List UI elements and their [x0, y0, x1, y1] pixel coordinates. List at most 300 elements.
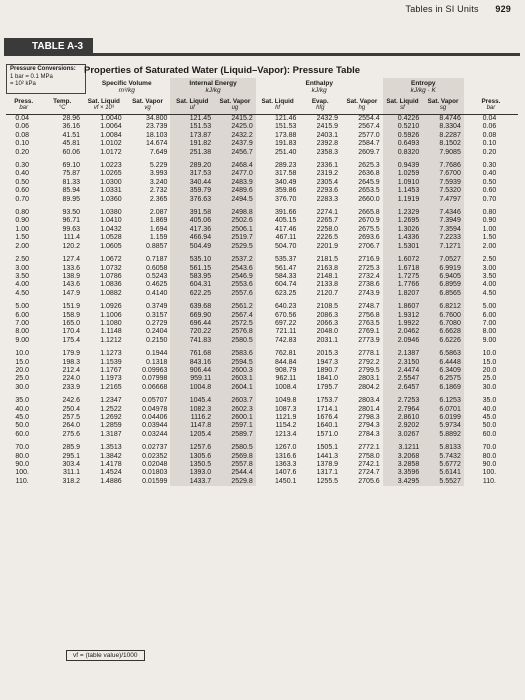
table-cell: 2803.1	[358, 375, 380, 383]
table-cell: 2415.2	[214, 115, 256, 124]
table-row	[6, 140, 518, 148]
table-cell: 127.4	[62, 256, 80, 264]
table-cell: 1.1539	[100, 358, 122, 366]
table-row	[6, 273, 518, 281]
table-cell: 5.5527	[422, 478, 464, 486]
table-cell: 1.4336	[383, 234, 423, 242]
table-cell: 2603.7	[214, 397, 256, 405]
table-cell: 81.33	[62, 178, 80, 186]
table-cell: 0.9439	[383, 162, 423, 170]
table-cell: 0.02048	[142, 461, 168, 469]
table-cell: 7.00	[15, 319, 29, 327]
table-cell: 0.5243	[145, 272, 168, 280]
table-cell: 2529.8	[214, 478, 256, 486]
table-cell: 0.2729	[145, 319, 168, 327]
table-cell: 8.1502	[422, 140, 464, 148]
table-row	[6, 187, 518, 195]
table-cell: 1.0528	[100, 234, 122, 242]
table-cell: 6.3409	[422, 367, 464, 375]
table-cell: 96.71	[62, 217, 80, 225]
col-hfg: Evap.	[311, 98, 329, 105]
table-cell: 7.00	[482, 319, 497, 327]
table-cell: 1.0084	[100, 131, 122, 139]
table-cell: 1714.1	[316, 405, 339, 413]
table-cell: 2120.7	[316, 289, 339, 297]
table-cell: 4.50	[15, 289, 29, 297]
table-cell: 1450.1	[275, 477, 297, 485]
col-ug: Sat. Vapor	[214, 98, 256, 105]
table-cell: 2403.1	[316, 131, 339, 139]
table-cell: 2.00	[15, 242, 29, 250]
table-cell: 340.44	[170, 179, 214, 187]
table-cell: 376.63	[170, 196, 214, 204]
table-cell: 20.0	[482, 366, 497, 374]
table-cell: 697.22	[275, 319, 297, 327]
table-cell: 1841.0	[316, 375, 339, 383]
table-row	[6, 217, 518, 225]
table-cell: 100.	[15, 469, 29, 477]
table-cell: 1.0331	[100, 187, 122, 195]
table-cell: 9.00	[15, 336, 29, 344]
table-cell: 7.649	[149, 148, 168, 156]
table-cell: 110.	[15, 477, 29, 485]
table-cell: 318.2	[62, 477, 80, 485]
table-cell: 6.9405	[422, 273, 464, 281]
table-cell: 6.9919	[422, 265, 464, 273]
table-cell: 405.15	[275, 217, 297, 225]
table-cell: 2.1387	[383, 350, 423, 358]
table-cell: 3.50	[15, 272, 29, 280]
table-cell: 2.4474	[383, 367, 423, 375]
table-cell: 376.70	[275, 195, 297, 203]
table-cell: 3.00	[15, 264, 29, 272]
table-cell: 1.1767	[100, 366, 122, 374]
table-cell: 2572.5	[214, 320, 256, 328]
table-cell: 289.23	[275, 162, 297, 170]
table-cell: 2794.3	[358, 422, 380, 430]
table-cell: 30.0	[15, 383, 29, 391]
table-cell: 89.95	[62, 195, 80, 203]
table-cell: 1.4886	[100, 477, 122, 485]
table-cell: 251.40	[275, 148, 297, 156]
table-cell: 6.8959	[422, 281, 464, 289]
table-cell: 906.44	[170, 367, 214, 375]
table-body	[6, 115, 518, 487]
table-cell: 0.02352	[142, 452, 168, 460]
table-cell: 7.3594	[422, 226, 464, 234]
table-cell: 1045.4	[170, 397, 214, 405]
table-cell: 2.8610	[383, 414, 423, 422]
table-cell: 191.83	[275, 140, 297, 148]
table-cell: 0.7187	[145, 256, 168, 264]
table-cell: 359.86	[275, 187, 297, 195]
table-cell: 2589.7	[214, 431, 256, 439]
table-cell: 1.0040	[100, 115, 122, 122]
footnote: vf = (table value)/1000	[66, 650, 145, 661]
table-cell: 1.159	[149, 234, 168, 242]
table-cell: 2594.5	[214, 359, 256, 367]
table-cell: 5.6141	[422, 469, 464, 477]
table-cell: 0.60	[15, 187, 29, 195]
table-cell: 7.1271	[422, 243, 464, 251]
col-sg-symbol: sg	[422, 105, 464, 115]
table-cell: 2580.5	[214, 444, 256, 452]
table-cell: 0.4226	[383, 115, 423, 124]
table-cell: 2597.1	[214, 422, 256, 430]
table-cell: 6.1253	[422, 397, 464, 405]
table-cell: 289.20	[170, 162, 214, 170]
table-cell: 6.6628	[422, 328, 464, 336]
table-cell: 6.0701	[422, 406, 464, 414]
table-cell: 6.8212	[422, 303, 464, 311]
table-cell: 1.0300	[100, 178, 122, 186]
table-cell: 2557.6	[214, 290, 256, 298]
table-cell: 25.0	[15, 375, 29, 383]
table-cell: 0.06	[482, 123, 497, 131]
table-cell: 1350.5	[170, 461, 214, 469]
table-cell: 1.0882	[100, 289, 122, 297]
table-cell: 2437.9	[214, 140, 256, 148]
table-cell: 0.1318	[145, 358, 168, 366]
table-cell: 2705.6	[358, 477, 380, 485]
table-cell: 275.6	[62, 430, 80, 438]
entropy-header: Entropy kJ/kg · K	[383, 78, 464, 98]
table-cell: 0.80	[15, 209, 29, 217]
table-row	[6, 234, 518, 242]
table-cell: 0.50	[482, 178, 497, 186]
table-cell: 4.00	[15, 281, 29, 289]
table-cell: 2.9202	[383, 422, 423, 430]
table-cell: 6.7600	[422, 312, 464, 320]
table-cell: 0.20	[15, 148, 29, 156]
table-cell: 0.40	[482, 170, 497, 178]
table-cell: 2553.6	[214, 281, 256, 289]
conversions-title: Pressure Conversions:	[10, 66, 76, 72]
table-row	[6, 281, 518, 289]
table-cell: 1441.3	[316, 452, 339, 460]
table-cell: 2265.7	[316, 217, 339, 225]
table-cell: 2537.2	[214, 256, 256, 264]
table-cell: 6.2575	[422, 375, 464, 383]
table-cell: 1.0432	[100, 225, 122, 233]
table-cell: 1363.3	[275, 461, 297, 469]
table-cell: 264.0	[62, 422, 80, 430]
table-row	[6, 226, 518, 234]
table-cell: 70.0	[15, 444, 29, 452]
table-row	[6, 414, 518, 422]
table-cell: 0.70	[482, 195, 497, 203]
table-cell: 179.9	[62, 350, 80, 358]
table-cell: 0.08	[15, 131, 29, 139]
table-cell: 2675.5	[358, 225, 380, 233]
table-cell: 0.1944	[145, 350, 168, 358]
col-press: Press.	[14, 98, 34, 105]
col-uf: Sat. Liquid	[170, 98, 214, 105]
table-cell: 8.00	[15, 328, 29, 336]
table-cell: 2769.1	[358, 328, 380, 336]
conversion-line-2: = 10² kPa	[10, 81, 36, 87]
table-cell: 133.6	[62, 264, 80, 272]
table-cell: 7.9085	[422, 149, 464, 157]
table-row	[6, 162, 518, 170]
table-cell: 2554.4	[358, 115, 380, 122]
table-cell: 742.83	[275, 336, 297, 344]
table-cell: 2274.1	[316, 209, 339, 217]
table-cell: 1.1006	[100, 311, 122, 319]
table-cell: 85.94	[62, 187, 80, 195]
table-cell: 1.1080	[100, 319, 122, 327]
table-row	[6, 367, 518, 375]
table-cell: 2494.5	[214, 196, 256, 204]
table-cell: 2798.3	[358, 414, 380, 421]
table-cell: 0.2150	[145, 336, 168, 344]
table-row	[6, 469, 518, 477]
table-cell: 90.0	[15, 461, 29, 469]
table-cell: 1407.6	[275, 469, 297, 477]
table-cell: 2546.9	[214, 273, 256, 281]
conversion-line-1: 1 bar = 0.1 MPa	[10, 73, 53, 80]
table-row	[6, 123, 518, 131]
table-cell: 0.90	[15, 217, 29, 225]
table-cell: 2489.6	[214, 187, 256, 195]
table-cell: 535.10	[170, 256, 214, 264]
table-cell: 0.3749	[145, 303, 168, 311]
table-cell: 50.0	[15, 422, 29, 430]
table-cell: 2226.5	[316, 234, 339, 242]
table-cell: 2600.3	[214, 367, 256, 375]
table-cell: 5.8133	[422, 444, 464, 452]
table-cell: 317.53	[170, 170, 214, 178]
table-cell: 1.4178	[100, 461, 122, 469]
table-cell: 5.9734	[422, 422, 464, 430]
table-cell: 1.1919	[383, 196, 423, 204]
table-cell: 622.25	[170, 290, 214, 298]
col-hfg-symbol: hfg	[299, 105, 341, 115]
table-cell: 2544.4	[214, 469, 256, 477]
table-cell: 0.30	[482, 162, 497, 170]
table-cell: 35.0	[482, 397, 497, 405]
table-cell: 2.5547	[383, 375, 423, 383]
table-cell: 285.9	[62, 444, 80, 452]
table-cell: 359.79	[170, 187, 214, 195]
table-cell: 233.9	[62, 383, 80, 391]
table-cell: 0.4140	[145, 289, 168, 297]
table-cell: 2604.1	[214, 384, 256, 392]
table-cell: 0.05707	[142, 397, 168, 405]
table-cell: 1505.1	[316, 444, 339, 452]
table-cell: 18.103	[145, 131, 168, 139]
running-title: Tables in SI Units	[405, 4, 479, 14]
table-cell: 1393.0	[170, 469, 214, 477]
table-cell: 10.0	[482, 350, 497, 358]
table-row	[6, 290, 518, 298]
table-cell: 1.7766	[383, 281, 423, 289]
table-cell: 1087.3	[275, 405, 297, 413]
table-cell: 962.11	[275, 375, 297, 383]
table-cell: 0.04	[15, 115, 29, 122]
table-cell: 2.7253	[383, 397, 423, 405]
table-cell: 0.03944	[142, 422, 168, 430]
table-cell: 1.6072	[383, 256, 423, 264]
table-label-rule	[4, 53, 520, 56]
table-cell: 1255.5	[316, 477, 339, 485]
table-cell: 7.2233	[422, 234, 464, 242]
table-cell: 0.06	[15, 123, 29, 131]
table-cell: 23.739	[145, 123, 168, 131]
table-cell: 2.6457	[383, 384, 423, 392]
col-uf-symbol: uf	[170, 105, 214, 115]
table-cell: 0.3157	[145, 311, 168, 319]
table-cell: 15.0	[15, 358, 29, 366]
table-cell: 0.03244	[142, 430, 168, 438]
table-cell: 1257.6	[170, 444, 214, 452]
table-cell: 70.0	[482, 444, 497, 452]
table-cell: 1.8607	[383, 303, 423, 311]
table-cell: 2580.5	[214, 337, 256, 345]
specific-volume-header: Specific Volume m³/kg	[101, 80, 152, 94]
table-cell: 2716.9	[358, 256, 380, 264]
table-cell: 2.00	[482, 242, 497, 250]
table-cell: 2456.7	[214, 149, 256, 157]
table-cell: 6.00	[482, 311, 497, 319]
table-cell: 6.8565	[422, 290, 464, 298]
table-cell: 45.81	[62, 140, 80, 148]
table-cell: 2.732	[149, 187, 168, 195]
table-cell: 0.02737	[142, 444, 168, 452]
table-cell: 1378.9	[316, 461, 339, 469]
table-cell: 0.5926	[383, 132, 423, 140]
table-cell: 466.94	[170, 234, 214, 242]
table-cell: 2181.5	[316, 256, 339, 264]
col-temp-unit: °C	[41, 105, 83, 115]
table-cell: 623.25	[275, 289, 297, 297]
table-cell: 720.22	[170, 328, 214, 336]
table-cell: 1004.8	[170, 384, 214, 392]
table-row	[6, 312, 518, 320]
table-cell: 1205.4	[170, 431, 214, 439]
table-row	[6, 320, 518, 328]
table-cell: 2358.3	[316, 148, 339, 156]
table-cell: 4.50	[482, 289, 497, 297]
table-cell: 467.11	[275, 234, 297, 242]
table-title: Properties of Saturated Water (Liquid–Vapor): Pressure Table	[84, 65, 361, 76]
table-cell: 1.00	[482, 225, 497, 233]
table-cell: 198.3	[62, 358, 80, 366]
table-cell: 3.240	[149, 178, 168, 186]
table-cell: 170.4	[62, 328, 80, 336]
table-cell: 0.10	[15, 140, 29, 148]
table-cell: 1676.4	[316, 414, 339, 421]
table-cell: 212.4	[62, 366, 80, 374]
table-cell: 151.9	[62, 303, 80, 311]
table-cell: 6.0199	[422, 414, 464, 422]
table-cell: 165.0	[62, 319, 80, 327]
table-cell: 391.58	[170, 209, 214, 217]
table-cell: 2778.1	[358, 350, 380, 358]
table-cell: 3.00	[482, 264, 497, 272]
table-cell: 0.6058	[145, 264, 168, 272]
table-cell: 257.5	[62, 414, 80, 421]
table-cell: 2742.1	[358, 461, 380, 469]
table-cell: 311.1	[63, 469, 80, 477]
table-cell: 1.8207	[383, 290, 423, 298]
table-cell: 93.50	[62, 209, 80, 217]
table-cell: 2425.0	[214, 123, 256, 131]
table-cell: 2773.9	[358, 336, 380, 344]
table-cell: 1317.1	[316, 469, 339, 477]
table-cell: 2665.8	[358, 209, 380, 217]
table-cell: 1.0172	[100, 148, 122, 156]
table-cell: 1.6718	[383, 265, 423, 273]
table-cell: 1213.4	[275, 430, 297, 438]
table-row	[6, 375, 518, 383]
table-cell: 0.80	[482, 209, 497, 217]
col-press-right: Press.	[481, 98, 501, 105]
table-cell: 2576.8	[214, 328, 256, 336]
table-cell: 2577.0	[358, 131, 380, 139]
table-row	[6, 170, 518, 178]
table-cell: 1154.2	[275, 422, 297, 430]
table-cell: 2732.4	[358, 272, 380, 280]
table-row	[6, 461, 518, 469]
table-row	[6, 196, 518, 204]
table-cell: 0.01599	[142, 477, 168, 485]
table-row	[6, 149, 518, 157]
table-cell: 75.87	[62, 170, 80, 178]
table-cell: 2.3150	[383, 359, 423, 367]
table-cell: 2725.3	[358, 264, 380, 272]
table-cell: 696.44	[170, 320, 214, 328]
table-cell: 1.0265	[100, 170, 122, 178]
table-cell: 2283.3	[316, 195, 339, 203]
table-cell: 844.84	[275, 358, 297, 366]
table-cell: 2636.8	[358, 170, 380, 178]
table-cell: 2.0946	[383, 337, 423, 345]
table-cell: 1.2859	[100, 422, 122, 430]
table-row	[6, 444, 518, 452]
table-cell: 7.4797	[422, 196, 464, 204]
table-cell: 3.0267	[383, 431, 423, 439]
table-cell: 504.49	[170, 243, 214, 251]
table-cell: 143.6	[62, 281, 80, 289]
table-cell: 2693.6	[358, 234, 380, 242]
table-cell: 1.3187	[100, 430, 122, 438]
table-cell: 0.08	[482, 131, 497, 139]
table-cell: 1.2695	[383, 217, 423, 225]
table-cell: 20.0	[15, 366, 29, 374]
table-cell: 7.7686	[422, 162, 464, 170]
col-hg: Sat. Vapor	[346, 98, 378, 105]
page-number: 929	[495, 4, 511, 14]
table-row	[6, 453, 518, 461]
table-cell: 8.2287	[422, 132, 464, 140]
table-cell: 8.3304	[422, 123, 464, 131]
table-cell: 3.993	[149, 170, 168, 178]
table-cell: 250.4	[62, 405, 80, 413]
table-cell: 2.50	[482, 256, 497, 264]
table-cell: 138.9	[62, 272, 80, 280]
col-hg-symbol: hg	[341, 105, 383, 115]
enthalpy-header: Enthalpy kJ/kg	[305, 80, 333, 94]
table-cell: 60.0	[15, 430, 29, 438]
table-cell: 741.83	[170, 337, 214, 345]
table-cell: 1049.8	[275, 397, 297, 405]
table-cell: 0.04978	[142, 405, 168, 413]
table-cell: 2031.1	[316, 336, 339, 344]
table-cell: 1.2692	[100, 414, 122, 421]
table-cell: 2529.5	[214, 243, 256, 251]
table-cell: 583.95	[170, 273, 214, 281]
